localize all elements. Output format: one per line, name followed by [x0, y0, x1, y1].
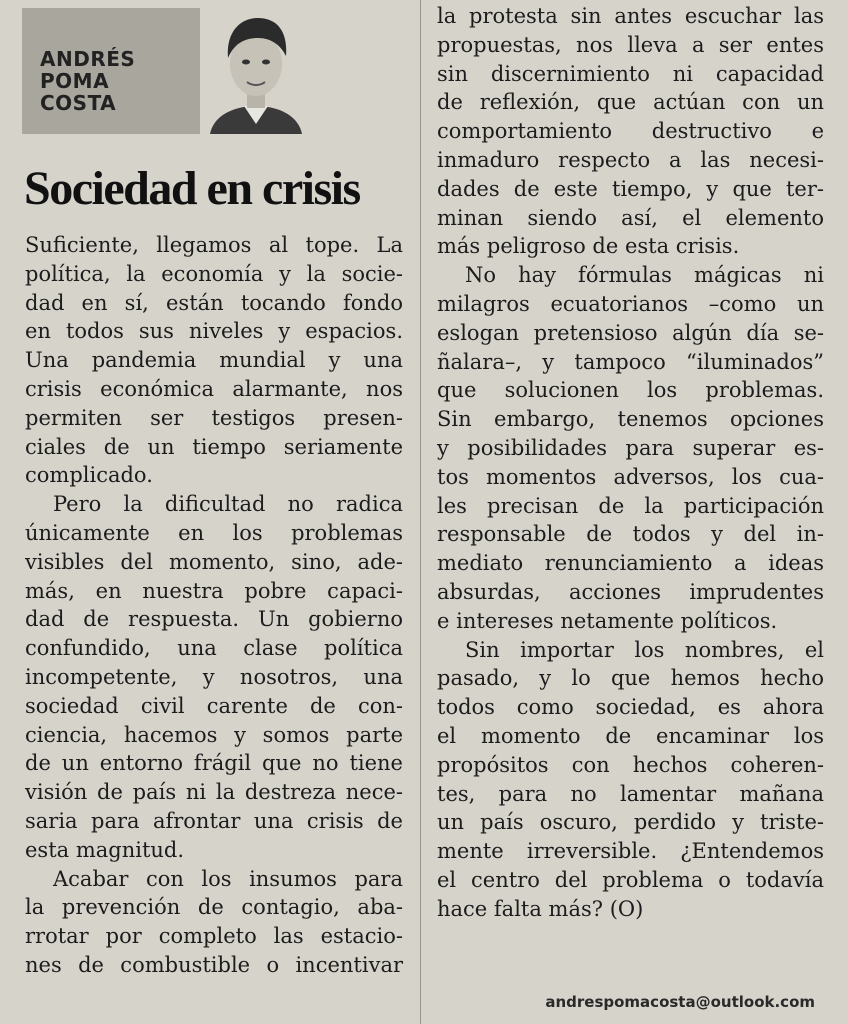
text-line: y posibilidades para superar es-	[437, 435, 824, 460]
text-line: incompetente, y nosotros, una	[25, 664, 403, 689]
text-line: que solucionen los problemas.	[437, 378, 824, 403]
text-line: complicado.	[25, 463, 153, 488]
text-line: confundido, una clase política	[25, 636, 403, 661]
text-line: Acabar con los insumos para	[53, 866, 403, 891]
text-line: rrotar por completo las estacio-	[25, 924, 403, 949]
text-line: más, en nuestra pobre capaci-	[25, 578, 403, 603]
text-line: nes de combustible o incentivar	[25, 952, 403, 977]
text-line: tos momentos adversos, los cua-	[437, 464, 824, 489]
text-line: más peligroso de esta crisis.	[437, 234, 740, 259]
text-line: ciencia, hacemos y somos parte	[25, 722, 403, 747]
text-line: minan siendo así, el elemento	[437, 205, 824, 230]
text-line: ciales de un tiempo seriamente	[25, 434, 403, 459]
text-line: dad en sí, están tocando fondo	[25, 290, 403, 315]
text-line: de un entorno frágil que no tiene	[25, 751, 403, 776]
text-line: mediato renunciamiento a ideas	[437, 551, 824, 576]
text-line: únicamente en los problemas	[25, 520, 403, 545]
text-line: de reflexión, que actúan con un	[437, 90, 824, 115]
left-column	[25, 231, 403, 980]
text-line: propuestas, nos lleva a ser entes	[437, 32, 824, 57]
text-line: política, la economía y la socie-	[25, 261, 403, 286]
text-line: esta magnitud.	[25, 837, 185, 862]
text-line: e intereses netamente políticos.	[437, 608, 778, 633]
text-line: tes, para no lamentar mañana	[437, 781, 824, 806]
text-line: comportamiento destructivo e	[437, 119, 824, 144]
text-line: visibles del momento, sino, ade-	[25, 549, 403, 574]
text-line: responsable de todos y del in-	[437, 522, 824, 547]
text-line: mente irreversible. ¿Entendemos	[437, 839, 824, 864]
text-line: Suficiente, llegamos al tope. La	[25, 233, 403, 257]
text-line: inmaduro respecto a las necesi-	[437, 147, 824, 172]
author-name: ANDRÉS POMA COSTA	[40, 47, 136, 115]
text-line: absurdas, acciones imprudentes	[437, 579, 824, 604]
text-line: saria para afrontar una crisis de	[25, 808, 403, 833]
headline: Sociedad en crisis	[24, 162, 360, 215]
text-line: crisis económica alarmante, nos	[25, 376, 403, 401]
text-line: No hay fórmulas mágicas ni	[465, 263, 824, 288]
text-line: Una pandemia mundial y una	[25, 348, 403, 373]
author-email: andrespomacosta@outlook.com	[545, 993, 815, 1011]
text-line: en todos sus niveles y espacios.	[25, 319, 403, 344]
text-line: permiten ser testigos presen-	[25, 405, 403, 430]
text-line: ñalara–, y tampoco “iluminados”	[437, 349, 824, 374]
text-line: Sin embargo, tenemos opciones	[437, 407, 824, 432]
text-line: la prevención de contagio, aba-	[25, 895, 403, 920]
text-line: Sin importar los nombres, el	[465, 637, 824, 662]
text-line: propósitos con hechos coheren-	[437, 752, 824, 777]
text-line: pasado, y lo que hemos hecho	[437, 666, 824, 691]
text-line: milagros ecuatorianos –como un	[437, 291, 824, 316]
text-line: el momento de encaminar los	[437, 723, 824, 748]
text-line: dad de respuesta. Un gobierno	[25, 607, 403, 632]
text-line: eslogan pretensioso algún día se-	[437, 320, 824, 345]
text-line: el centro del problema o todavía	[437, 867, 824, 892]
text-line: sin discernimiento ni capacidad	[437, 61, 824, 86]
text-line: les precisan de la participación	[437, 493, 824, 518]
column-divider	[420, 0, 421, 1024]
author-photo	[200, 6, 312, 134]
text-line: un país oscuro, perdido y triste-	[437, 810, 824, 835]
text-line: dades de este tiempo, y que ter-	[437, 176, 824, 201]
text-line: la protesta sin antes escuchar las	[437, 4, 824, 28]
text-line: sociedad civil carente de con-	[25, 693, 403, 718]
text-line: todos como sociedad, es ahora	[437, 695, 824, 720]
text-line: Pero la dificultad no radica	[53, 492, 403, 517]
text-line: hace falta más? (O)	[437, 896, 644, 921]
right-column	[437, 2, 824, 924]
text-line: visión de país ni la destreza nece-	[25, 780, 403, 805]
